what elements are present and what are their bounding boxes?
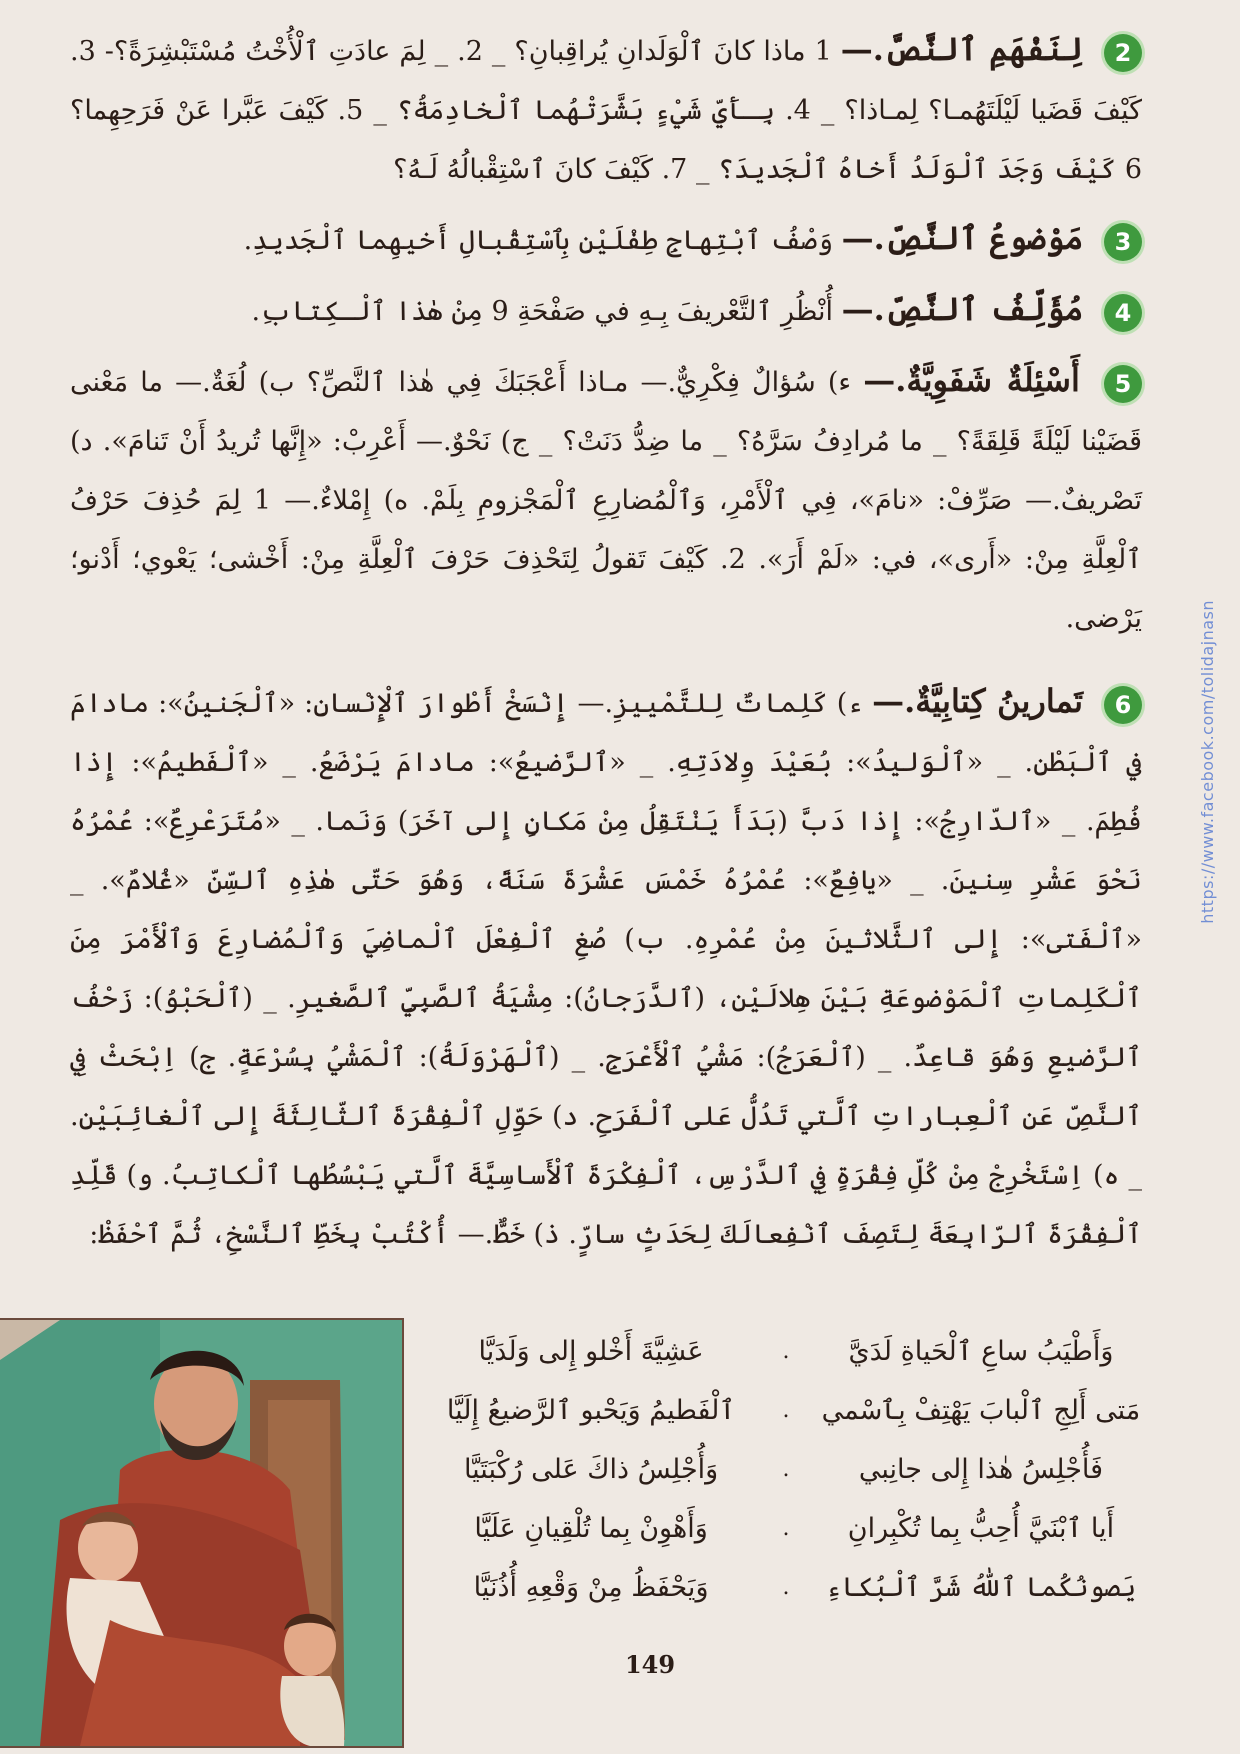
watermark-url: https://www.facebook.com/tolidajnasn [1198,600,1217,924]
section-text-topic [70,209,1142,270]
exercises-block [70,20,1142,1274]
verse-separator: . [782,1457,790,1482]
section-number-badge: 4 [1104,294,1142,332]
section-body: ء) كَلِماتٌ لِلتَّمْييزِ.— إِنْسَخْ أَطْوارَ ٱلْإِنْسانِ: «ٱلْجَنينُ»: مادامَ في ٱلْبَطْنِ. _ «ٱلْوَليدُ»: بُعَيْدَ وِلادَتِهِ. _ «ٱلرَّضيعُ»: مادامَ يَرْضَعُ. _ «ٱلْفَطيمُ»: إِذا فُطِمَ. _ «ٱلدّارِجُ»: إِذا دَبَّ (بَدَأَ يَنْتَقِلُ مِنْ مَكانٍ إِلى آخَرَ) وَنَما. _ «مُتَرَعْرِعٌ»: عُمْرُهُ نَحْوَ عَشْرِ سِنينَ. _ «يافِعٌ»: عُمْرُهُ خَمْسَ عَشْرَةَ سَنَةً، وَهُوَ حَتّى هٰذِهِ ٱلسِّنِّ «غُلامٌ». _ «ٱلْفَتى»: إِلى ٱلثَّلاثينَ مِنْ عُمْرِهِ. ب) صُغِ ٱلْفِعْلَ ٱلْماضِيَ وَٱلْمُضارِعَ وَٱلْأَمْرَ مِنَ ٱلْكَلِماتِ ٱلْمَوْضوعَةِ بَيْنَ هِلالَيْنِ، (ٱلدَّرَجانُ): مِشْيَةُ ٱلصَّبِيِّ ٱلصَّغيرِ. _ (ٱلْحَبْوُ): زَحْفُ ٱلرَّضيعِ وَهُوَ قاعِدٌ. _ (ٱلْعَرَجُ): مَشْيُ ٱلْأَعْرَجِ. _ (ٱلْهَرْوَلَةُ): ٱلْمَشْيُ بِسُرْعَةٍ. ج) اِبْحَثْ فِي ٱلنَّصِّ عَنِ ٱلْعِباراتِ ٱلَّتي تَدُلُّ عَلى ٱلْفَرَحِ. د) حَوِّلِ ٱلْفِقْرَةَ ٱلثّالِثَةَ إِلى ٱلْغائِبَيْنِ. _ ه) اِسْتَخْرِجْ مِنْ كُلِّ فِقْرَةٍ فِي ٱلدَّرْسِ، ٱلْفِكْرَةَ ٱلْأَساسِيَّةَ ٱلَّتي يَبْسُطُها ٱلْكاتِبُ. و) قَلِّدِ ٱلْفِقْرَةَ ٱلرّابِعَةَ لِتَصِفَ ٱنْفِعالَكَ لِحَدَثٍ سارٍّ. ذ) خَطٌّ.— أُكْتُبْ بِخَطِّ ٱلنَّسْخِ، ثُمَّ ٱحْفَظْ: [70,688,1142,1250]
verse-separator: . [782,1398,790,1423]
father-children-illustration [0,1318,404,1748]
section-heading: مَوْضوعُ ٱلنَّصِّ.— [841,219,1084,257]
section-text-author [70,280,1142,341]
verse-separator: . [782,1575,790,1600]
section-number-badge: 3 [1104,223,1142,261]
verse-first-hemistich: أَيا ٱبْنَيَّ أُحِبُّ بِما تُكْبِرانِ [847,1513,1115,1544]
verse-second-hemistich: وَأَهْوِنْ بِما تُلْقِيانِ عَلَيَّا [474,1513,708,1544]
page-number: 149 [624,1650,676,1679]
poem-verse [425,1558,1147,1617]
verse-second-hemistich: وَيَحْفَظُ مِنْ وَقْعِهِ أُذُنَيَّا [473,1572,709,1603]
section-heading: أَسْئِلَةٌ شَفَوِيَّةٌ.— [863,361,1080,399]
section-written-exercises [70,672,1142,1264]
section-understand-text [70,20,1142,199]
verse-first-hemistich: فَأُجْلِسُ هٰذا إِلى جانِبي [858,1454,1104,1485]
section-body: 1 ماذا كانَ ٱلْوَلَدانِ يُراقِبانِ؟ _ 2. _ لِمَ عادَتِ ٱلْأُخْتُ مُسْتَبْشِرَةً؟- 3. كَيْفَ قَضَيا لَيْلَتَهُمـا؟ لِمـاذا؟ _ 4. بِـأَيِّ شَيْءٍ بَشَّرَتْهُما ٱلْخادِمَةُ؟ _ 5. كَيْفَ عَبَّرا عَنْ فَرَحِهِما؟ 6 كَيْفَ وَجَدَ ٱلْوَلَدُ أَخاهُ ٱلْجَديدَ؟ _ 7. كَيْفَ كانَ ٱسْتِقْبالُهُ لَـهُ؟ [70,36,1143,185]
verse-second-hemistich: عَشِيَّةَ أَخْلو إِلى وَلَدَيَّا [478,1336,704,1367]
section-body: ء) سُؤالٌ فِكْرِيٌّ.— مـاذا أَعْجَبَكَ فِي هٰذا ٱلنَّصِّ؟ ب) لُغَةٌ.— ما مَعْنى قَضَيْنا لَيْلَةً قَلِقَةً؟ _ ما مُرادِفُ سَرَّهُ؟ _ ما ضِدُّ دَنَتْ؟ _ ج) نَحْوٌ.— أَعْرِبْ: «إِنَّها تُريدُ أَنْ تَنامَ». د) تَصْريفٌ.— صَرِّفْ: «نامَ»، فِي ٱلْأَمْرِ، وَٱلْمُضارِعِ ٱلْمَجْزومِ بِلَمْ. ه) إِمْلاءٌ.— 1 لِمَ حُذِفَ حَرْفُ ٱلْعِلَّةِ مِنْ: «أَرى»، في: «لَمْ أَرَ». 2. كَيْفَ تَقولُ لِتَحْذِفَ حَرْفَ ٱلْعِلَّةِ مِنْ: أَخْشى؛ يَعْوي؛ أَدْنو؛ يَرْضى. [70,367,1143,634]
section-body: أُنْظُرِ ٱلتَّعْريفَ بِـهِ في صَفْحَةِ 9 مِنْ هٰذا ٱلْـكِتابِ. [251,296,834,327]
verse-separator: . [782,1516,790,1541]
verse-first-hemistich: يَصونُكُما ٱللّٰهُ شَرَّ ٱلْبُكاءِ [825,1572,1137,1603]
section-heading: تَمارينُ كِتابِيَّةٌ.— [872,682,1083,720]
section-number-badge: 5 [1104,365,1142,403]
section-heading: لِنَفْهَمِ ٱلنَّصَّ.— [840,30,1083,68]
poem-verse [425,1322,1147,1381]
poem-verse [425,1499,1147,1558]
verse-first-hemistich: مَتى أَلِجِ ٱلْبابَ يَهْتِفْ بِٱسْمي [821,1395,1141,1426]
verse-second-hemistich: ٱلْفَطيمُ وَيَحْبو ٱلرَّضيعُ إِلَيَّا [446,1395,736,1426]
section-heading: مُؤَلِّفُ ٱلنَّصِّ.— [841,290,1084,328]
section-oral-questions [70,351,1142,648]
verse-first-hemistich: وَأَطْيَبُ ساعِ ٱلْحَياةِ لَدَيَّ [848,1336,1114,1367]
poem-verse [425,1381,1147,1440]
section-number-badge: 2 [1104,34,1142,72]
verse-separator: . [782,1339,790,1364]
poem [425,1322,1147,1617]
verse-second-hemistich: وَأُجْلِسُ ذاكَ عَلى رُكْبَتَيَّا [463,1454,719,1485]
poem-verse [425,1440,1147,1499]
section-body: وَصْفُ ٱبْتِهاجِ طِفْلَيْنِ بِٱسْتِقْبالِ أَخيهِما ٱلْجَديدِ. [243,225,834,256]
section-number-badge: 6 [1104,686,1142,724]
